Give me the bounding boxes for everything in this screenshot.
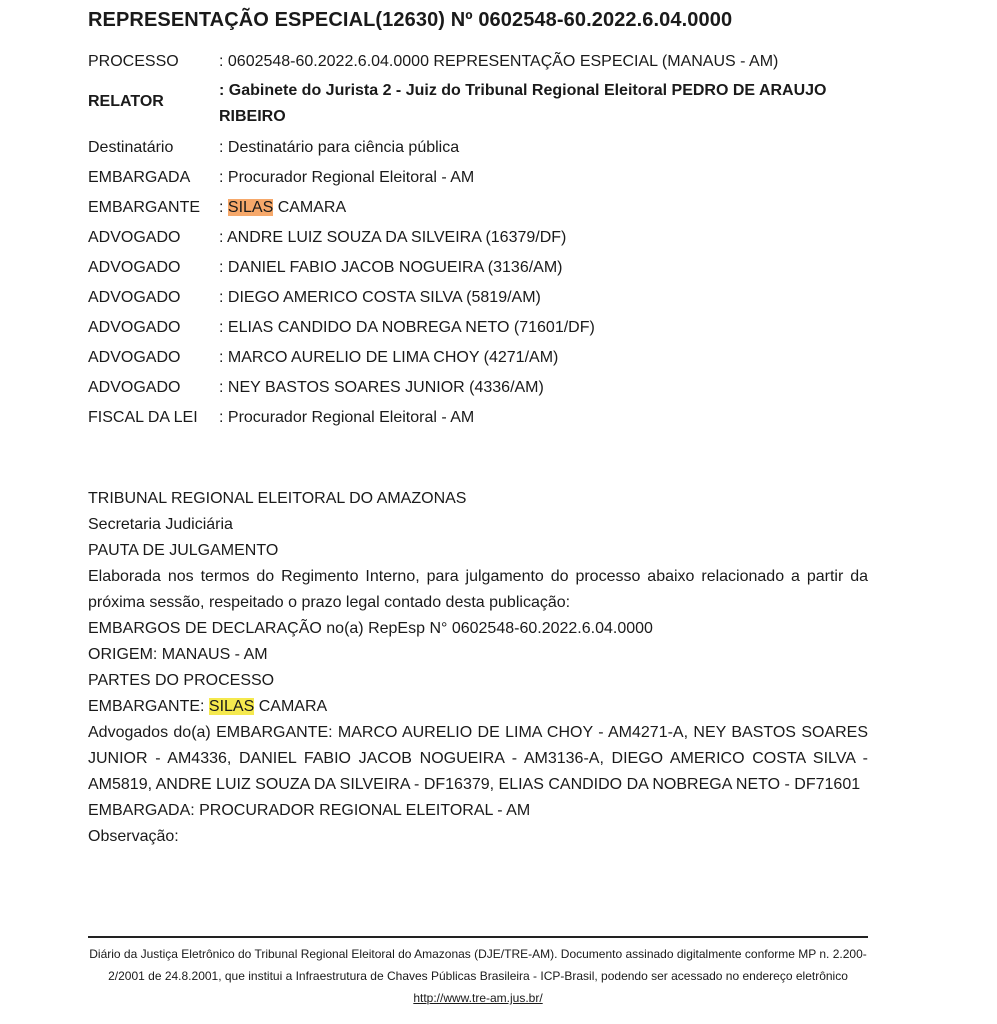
party-label: FISCAL DA LEI	[88, 409, 198, 426]
party-value: : Procurador Regional Eleitoral - AM	[219, 169, 475, 186]
advogados-paragraph: Advogados do(a) EMBARGANTE: MARCO AURELIO DE LIMA CHOY - AM4271-A, NEY BASTOS SOARES JUNIOR - AM4336, DANIEL FABIO JACOB NOGUEIRA - AM3136-A, DIEGO AMERICO COSTA SILVA - AM5819, ANDRE LUIZ SOUZA DA SILVEIRA - DF16379, ELIAS CANDIDO DA NOBREGA NETO - DF71601	[88, 724, 868, 793]
party-label: EMBARGANTE	[88, 199, 201, 216]
party-label: ADVOGADO	[88, 349, 181, 366]
party-row-advogado	[88, 318, 888, 338]
party-row-advogado	[88, 378, 888, 398]
embargante-suffix: CAMARA	[254, 698, 328, 715]
footer-text: Diário da Justiça Eletrônico do Tribunal Regional Eleitoral do Amazonas (DJE/TRE-AM). Documento assinado digitalmente conforme MP n. 2.200-2/2001 de 24.8.2001, que institui a Infraestrutura de Chaves Públicas Brasileira - ICP-Brasil, podendo ser acessado no endereço eletrônico	[89, 947, 867, 983]
party-row-advogado	[88, 288, 888, 308]
party-label: ADVOGADO	[88, 379, 181, 396]
pauta-section	[88, 486, 868, 850]
pauta-heading: PAUTA DE JULGAMENTO	[88, 542, 279, 559]
party-value: : DIEGO AMERICO COSTA SILVA (5819/AM)	[219, 289, 541, 306]
party-value: : NEY BASTOS SOARES JUNIOR (4336/AM)	[219, 379, 544, 396]
party-row-fiscal-da-lei	[88, 408, 888, 428]
highlighted-name: SILAS	[208, 698, 255, 715]
footer-divider	[88, 936, 868, 938]
party-label: ADVOGADO	[88, 229, 181, 246]
party-value	[219, 198, 888, 218]
party-row-advogado	[88, 228, 888, 248]
party-value: : ELIAS CANDIDO DA NOBREGA NETO (71601/DF)	[219, 319, 595, 336]
party-value-prefix: :	[219, 199, 228, 216]
party-value: : Destinatário para ciência pública	[219, 139, 460, 156]
partes-heading: PARTES DO PROCESSO	[88, 672, 275, 689]
embargada-line: EMBARGADA: PROCURADOR REGIONAL ELEITORAL - AM	[88, 802, 531, 819]
origem-line: ORIGEM: MANAUS - AM	[88, 646, 268, 663]
party-label: ADVOGADO	[88, 259, 181, 276]
party-value: : Procurador Regional Eleitoral - AM	[219, 409, 475, 426]
footer-notice	[88, 943, 868, 1009]
observacao-line: Observação:	[88, 828, 179, 845]
party-label: PROCESSO	[88, 53, 179, 70]
party-row-embargante	[88, 198, 888, 218]
secretaria: Secretaria Judiciária	[88, 516, 233, 533]
embargante-line	[88, 694, 868, 720]
party-row-relator	[88, 78, 888, 128]
pauta-intro: Elaborada nos termos do Regimento Interno, para julgamento do processo abaixo relacionado a partir da próxima sessão, respeitado o prazo legal contado desta publicação:	[88, 568, 868, 611]
party-label: EMBARGADA	[88, 169, 191, 186]
party-value-suffix: CAMARA	[273, 199, 347, 216]
party-label: ADVOGADO	[88, 289, 181, 306]
party-row-processo	[88, 52, 888, 72]
party-label: Destinatário	[88, 139, 174, 156]
embargos-line: EMBARGOS DE DECLARAÇÃO no(a) RepEsp N° 0602548-60.2022.6.04.0000	[88, 620, 653, 637]
footer-link[interactable]: http://www.tre-am.jus.br/	[413, 991, 543, 1005]
party-value: : ANDRE LUIZ SOUZA DA SILVEIRA (16379/DF)	[219, 229, 567, 246]
party-row-advogado	[88, 258, 888, 278]
party-value: : DANIEL FABIO JACOB NOGUEIRA (3136/AM)	[219, 259, 563, 276]
party-value: : Gabinete do Jurista 2 - Juiz do Tribunal Regional Eleitoral PEDRO DE ARAUJO RIBEIRO	[219, 82, 827, 125]
party-label: RELATOR	[88, 93, 164, 110]
court-name: TRIBUNAL REGIONAL ELEITORAL DO AMAZONAS	[88, 490, 467, 507]
party-value: : 0602548-60.2022.6.04.0000 REPRESENTAÇÃO ESPECIAL (MANAUS - AM)	[219, 53, 779, 70]
party-row-embargada	[88, 168, 888, 188]
party-row-destinatario	[88, 138, 888, 158]
party-value: : MARCO AURELIO DE LIMA CHOY (4271/AM)	[219, 349, 559, 366]
highlighted-name: SILAS	[227, 199, 274, 216]
embargante-prefix: EMBARGANTE:	[88, 698, 209, 715]
document-title: REPRESENTAÇÃO ESPECIAL(12630) Nº 0602548-60.2022.6.04.0000	[88, 9, 733, 31]
party-row-advogado	[88, 348, 888, 368]
parties-table	[88, 52, 888, 428]
party-label: ADVOGADO	[88, 319, 181, 336]
